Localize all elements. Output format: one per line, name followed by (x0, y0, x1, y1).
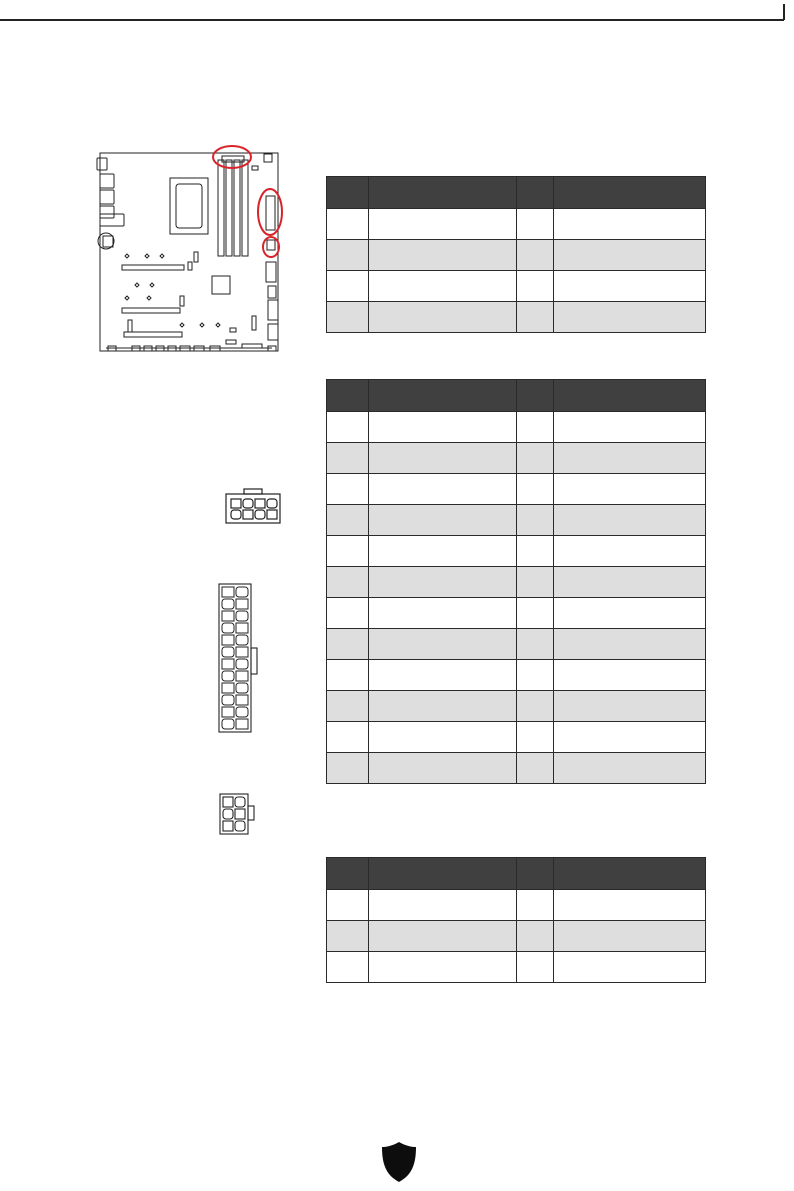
table-row (327, 504, 705, 535)
atx-6pin-connector (218, 792, 256, 836)
shield-logo-icon (380, 1140, 418, 1184)
header-cell (327, 380, 368, 411)
header-cell (516, 177, 553, 208)
table-row (327, 535, 705, 566)
table-row (327, 659, 705, 690)
header-cell (516, 858, 553, 889)
table-row (327, 239, 705, 270)
header-cell (327, 177, 368, 208)
header-cell (516, 380, 553, 411)
table-row (327, 208, 705, 239)
table-row (327, 442, 705, 473)
table-row (327, 301, 705, 332)
header-cell (553, 858, 705, 889)
table-row (327, 752, 705, 783)
table-row (327, 721, 705, 752)
table-row (327, 920, 705, 951)
table-row (327, 628, 705, 659)
header-cell (368, 858, 516, 889)
pin-table-cpu-power (326, 176, 706, 333)
header-cell (327, 858, 368, 889)
table-row (327, 597, 705, 628)
table-row (327, 270, 705, 301)
table-header-row (327, 858, 705, 889)
table-row (327, 473, 705, 504)
pin-table-atx-24 (326, 379, 706, 784)
top-rule-tick (783, 4, 785, 20)
atx-24pin-connector (217, 582, 261, 734)
motherboard-diagram (92, 140, 288, 354)
header-cell (553, 380, 705, 411)
table-row (327, 951, 705, 982)
header-cell (553, 177, 705, 208)
table-header-row (327, 380, 705, 411)
table-row (327, 690, 705, 721)
table-row (327, 889, 705, 920)
table-row (327, 566, 705, 597)
table-header-row (327, 177, 705, 208)
header-cell (368, 177, 516, 208)
pin-table-aux-power (326, 857, 706, 983)
header-cell (368, 380, 516, 411)
table-row (327, 411, 705, 442)
pcie-8pin-connector (224, 487, 282, 525)
top-rule (0, 19, 784, 21)
